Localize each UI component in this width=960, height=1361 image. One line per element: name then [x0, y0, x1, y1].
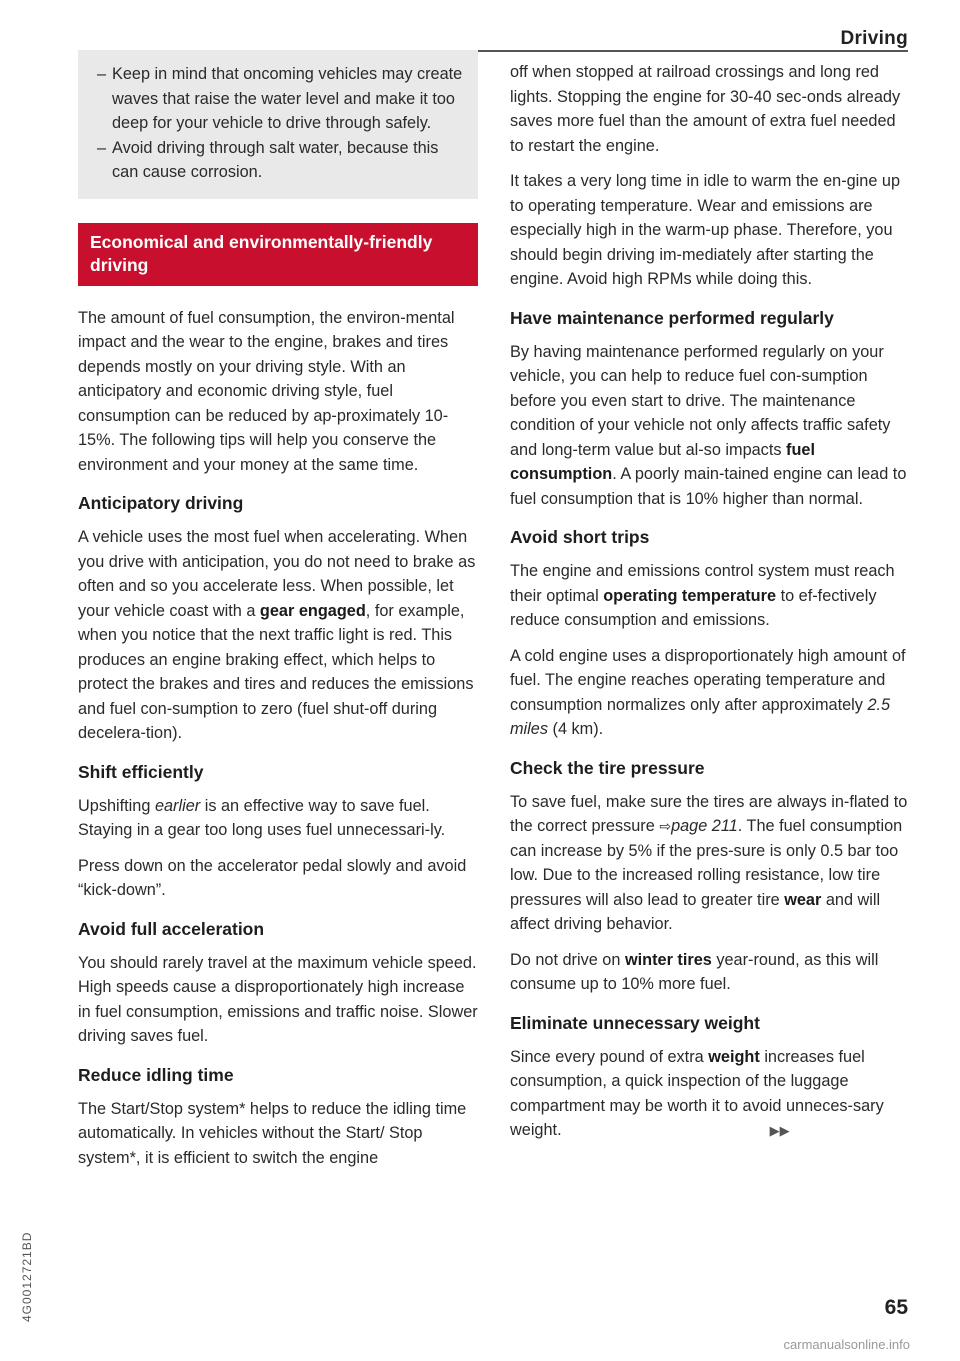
section-title: Driving — [840, 28, 908, 49]
document-code: 4G0012721BD — [20, 1231, 34, 1322]
paragraph-winter-tires: Do not drive on winter tires year-round, as this will consume up to 10% more fuel. — [510, 950, 879, 993]
continue-arrow-icon: ▶▶ — [769, 1123, 790, 1138]
paragraph-maintenance: By having maintenance performed regularly on your vehicle, you can help to reduce fuel con-sumption before you even start to drive. The maintenance condition of your vehicle not only affects traffic safety and long-term value but al-so impacts fuel consumption. A poorly main-tained engine can lead to fuel consumption that is 10% higher than normal. — [510, 342, 907, 508]
bold-term: winter tires — [624, 950, 712, 969]
heading-idling: Reduce idling time — [78, 1064, 234, 1085]
bold-term: operating temperature — [603, 586, 777, 605]
italic-term: earlier — [154, 796, 201, 815]
left-column — [78, 60, 478, 1181]
heading-acceleration: Avoid full acceleration — [78, 918, 265, 939]
heading-anticipatory: Anticipatory driving — [78, 493, 244, 513]
bold-term: wear — [784, 890, 822, 909]
heading-tire-pressure: Check the tire pressure — [510, 757, 705, 778]
right-column — [510, 60, 910, 1155]
paragraph-cold-engine: A cold engine uses a disproportionately high amount of fuel. The engine reaches operating temperature and consumption normalizes only after approximately 2.5 miles (4 km). — [510, 646, 906, 738]
paragraph-weight: Since every pound of extra weight increases fuel consumption, a quick inspection of the luggage compartment may be worth it to avoid unneces-sary weight. ▶▶ — [510, 1045, 910, 1144]
paragraph-shift: Upshifting earlier is an effective way to save fuel. Staying in a gear too long uses fuel unnecessari-ly. — [78, 796, 446, 839]
heading-shift: Shift efficiently — [78, 761, 204, 782]
watermark: carmanualsonline.info — [783, 1337, 910, 1352]
note-box — [78, 50, 478, 199]
paragraph-idling: The Start/Stop system* helps to reduce the idling time automatically. In vehicles without the Start/ Stop system*, it is efficient to switch the engine — [78, 1099, 467, 1167]
paragraph-warmup: It takes a very long time in idle to warm the en-gine up to operating temperature. Wear and emissions are especially high in the warm-up phase. Therefore, you should begin driving im-mediately after starting the engine. Avoid high RPMs while doing this. — [510, 172, 901, 288]
note-bullet: – Avoid driving through salt water, because this can cause corrosion. — [90, 136, 466, 185]
page-reference-link[interactable]: page 211 — [671, 817, 738, 835]
page-number: 65 — [884, 1296, 908, 1319]
italic-term: 2.5 miles — [510, 695, 891, 738]
heading-weight: Eliminate unnecessary weight — [510, 1012, 760, 1033]
bold-term: weight — [708, 1047, 760, 1066]
intro-paragraph: The amount of fuel consumption, the environ-mental impact and the wear to the engine, brakes and tires depends mostly on your driving style. With an anticipatory and economic driving style, fuel consumption can be reduced by ap-proximately 10-15%. The following tips will help you conserve the environment and your money at the same time. — [78, 308, 455, 474]
note-bullet: – Keep in mind that oncoming vehicles may create waves that raise the water level and make it too deep for your vehicle to drive through safely. — [90, 62, 466, 136]
section-banner: Economical and environmentally-friendly driving — [78, 223, 478, 286]
paragraph-idling-continued: off when stopped at railroad crossings and long red lights. Stopping the engine for 30-40 sec-onds already saves more fuel than the amount of extra fuel needed to restart the engine. — [510, 63, 901, 155]
heading-short-trips: Avoid short trips — [510, 527, 650, 547]
paragraph-tire-pressure: To save fuel, make sure the tires are always in-flated to the correct pressure ⇨page 211. The fuel consumption can increase by 5% if the pres-sure is only 0.5 bar too low. Due to the increased rolling resistance, low tire pressures will also lead to greater tire wear and will affect driving behavior. — [510, 792, 908, 933]
paragraph-anticipatory: A vehicle uses the most fuel when accelerating. When you drive with anticipation, you do not need to brake as often and so you accelerate less. When possible, let your vehicle coast with a gear engaged, for example, when you notice that the next traffic light is red. This produces an engine braking effect, which helps to protect the brakes and tires and reduces the emissions and fuel con-sumption to zero (fuel shut-off during decelera-tion). — [78, 528, 476, 742]
heading-maintenance: Have maintenance performed regularly — [510, 307, 834, 328]
bold-term: fuel consumption — [510, 440, 815, 483]
bold-term: gear engaged — [259, 601, 366, 620]
paragraph-shift-2: Press down on the accelerator pedal slowly and avoid “kick-down”. — [78, 856, 467, 899]
page-reference-arrow-icon: ⇨ — [659, 818, 672, 834]
paragraph-short-trips: The engine and emissions control system must reach their optimal operating temperature to ef-fectively reduce consumption and emissions. — [510, 562, 895, 629]
paragraph-acceleration: You should rarely travel at the maximum vehicle speed. High speeds cause a disproportionately high increase in fuel consumption, emissions and traffic noise. Slower driving saves fuel. — [78, 953, 478, 1045]
